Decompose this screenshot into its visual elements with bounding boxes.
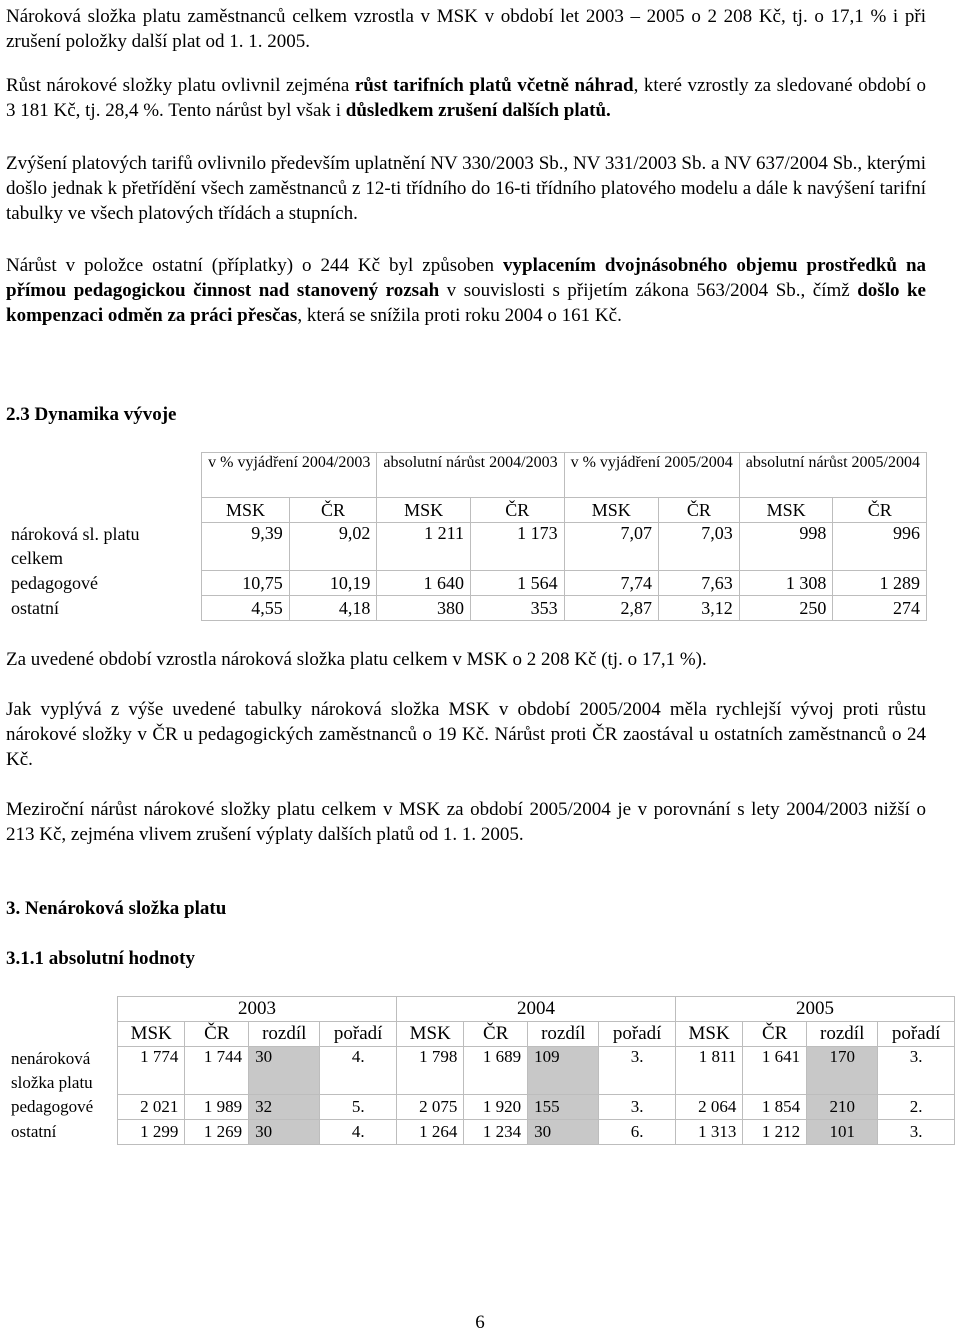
table-cell: 9,02 (289, 523, 377, 571)
table-cell: 1 308 (739, 571, 833, 596)
year-header: 2005 (675, 997, 954, 1022)
table-cell: 1 811 (675, 1047, 742, 1095)
table-group-header: v % vyjádření 2004/2003 (202, 453, 377, 498)
table-cell: 1 989 (185, 1095, 249, 1120)
table-subheader-empty (5, 498, 202, 523)
paragraph-6: Jak vyplývá z výše uvedené tabulky nároková složka MSK v období 2005/2004 měla rychlejší vývoj proti růstu nárokové složky v ČR u pedagogických zaměstnanců o 19 Kč. Nárůst proti ČR zaostával u ostatních zaměstnanců o 24 Kč. (6, 699, 926, 770)
table-cell-rank: 3. (599, 1047, 676, 1095)
table-group-header: v % vyjádření 2005/2004 (564, 453, 739, 498)
heading-absolutni: 3.1.1 absolutní hodnoty (6, 948, 196, 969)
table-cell-diff: 109 (528, 1047, 599, 1095)
row-label: celkem (11, 548, 63, 568)
bold-run: růst tarifních platů včetně náhrad (354, 75, 634, 96)
table-cell: 1 854 (743, 1095, 807, 1120)
table-cell: 1 774 (118, 1047, 185, 1095)
paragraph-1: Nároková složka platu zaměstnanců celkem vzrostla v MSK v období let 2003 – 2005 o 2 208 Kč, tj. o 17,1 % i při zrušení položky další plat od 1. 1. 2005. (6, 6, 926, 52)
table-cell-rank: 4. (320, 1047, 397, 1095)
table-cell-diff: 30 (249, 1047, 320, 1095)
table-cell-rank: 5. (320, 1095, 397, 1120)
table-group-header: absolutní nárůst 2004/2003 (377, 453, 564, 498)
table-cell-rank: 4. (320, 1120, 397, 1145)
row-label: nároková sl. platu (11, 524, 140, 544)
table-subheader: rozdíl (528, 1022, 599, 1047)
table-header-empty (5, 453, 202, 498)
table-subheader: MSK (675, 1022, 742, 1047)
table-cell: 996 (833, 523, 927, 571)
absolute-values-table (5, 996, 955, 1145)
table-cell: 1 212 (743, 1120, 807, 1145)
page-number: 6 (475, 1312, 485, 1333)
table-cell: 7,07 (564, 523, 658, 571)
table-cell: 4,18 (289, 596, 377, 621)
paragraph-2 (6, 73, 926, 123)
text-run: , která se snížila proti roku 2004 o 161 Kč. (297, 305, 622, 326)
bold-run: došlo ke kompenzaci odměn za práci přesčas (6, 280, 926, 326)
table-cell: 10,19 (289, 571, 377, 596)
table-cell: 2 021 (118, 1095, 185, 1120)
table-cell: 250 (739, 596, 833, 621)
table-cell-diff: 30 (249, 1120, 320, 1145)
table-row (5, 571, 927, 596)
table-cell: 7,63 (659, 571, 740, 596)
table-subheader: ČR (659, 498, 740, 523)
table-cell: 1 234 (464, 1120, 528, 1145)
table-cell-diff: 210 (807, 1095, 878, 1120)
table-cell: 1 313 (675, 1120, 742, 1145)
table-cell-rank: 2. (878, 1095, 955, 1120)
row-label: ostatní (11, 1122, 57, 1141)
paragraph-4 (6, 253, 926, 328)
table-group-header: absolutní nárůst 2005/2004 (739, 453, 926, 498)
row-label: složka platu (11, 1072, 93, 1092)
table-cell: 7,03 (659, 523, 740, 571)
text-run: Růst nárokové složky platu ovlivnil zejména (6, 75, 355, 96)
table-subheader: rozdíl (807, 1022, 878, 1047)
table-subheader: ČR (743, 1022, 807, 1047)
table-cell: 1 564 (470, 571, 564, 596)
table-subheader: rozdíl (249, 1022, 320, 1047)
table-subheader: MSK (377, 498, 471, 523)
table-cell: 2 064 (675, 1095, 742, 1120)
row-label: pedagogové (11, 572, 98, 593)
table-row (5, 596, 927, 621)
row-label: ostatní (11, 597, 59, 618)
table-cell-diff: 101 (807, 1120, 878, 1145)
table-header-empty (5, 997, 118, 1022)
table-cell: 1 798 (396, 1047, 463, 1095)
table-cell-diff: 155 (528, 1095, 599, 1120)
heading-dynamika: 2.3 Dynamika vývoje (6, 404, 177, 425)
table-cell: 353 (470, 596, 564, 621)
table-cell: 1 264 (396, 1120, 463, 1145)
table-subheader: pořadí (878, 1022, 955, 1047)
dynamics-table (5, 452, 927, 621)
table-subheader: ČR (464, 1022, 528, 1047)
table-header-row (5, 453, 927, 498)
table-cell: 1 920 (464, 1095, 528, 1120)
table-cell-diff: 32 (249, 1095, 320, 1120)
table-cell: 380 (377, 596, 471, 621)
table-cell: 274 (833, 596, 927, 621)
table-cell: 2 075 (396, 1095, 463, 1120)
table-cell-diff: 170 (807, 1047, 878, 1095)
bold-run: důsledkem zrušení dalších platů. (345, 100, 611, 121)
table-subheader: ČR (470, 498, 564, 523)
text-run: , které vzrostly za sledované období o 3 181 Kč, tj. 28,4 %. Tento nárůst byl však i (6, 75, 926, 121)
table-subheader: pořadí (320, 1022, 397, 1047)
table-cell: 1 640 (377, 571, 471, 596)
table-cell: 1 641 (743, 1047, 807, 1095)
table-subheader: ČR (185, 1022, 249, 1047)
table-subheader-row (5, 498, 927, 523)
table-row (5, 1047, 955, 1071)
table-cell: 2,87 (564, 596, 658, 621)
table-subheader: MSK (202, 498, 290, 523)
table-cell-rank: 3. (599, 1095, 676, 1120)
year-header: 2004 (396, 997, 675, 1022)
table-cell-rank: 6. (599, 1120, 676, 1145)
table-subheader: ČR (833, 498, 927, 523)
table-subheader-row (5, 1022, 955, 1047)
table-cell: 3,12 (659, 596, 740, 621)
table-cell-rank: 3. (878, 1047, 955, 1095)
text-run: Nárůst v položce ostatní (příplatky) o 244 Kč byl způsoben (6, 255, 504, 276)
table-cell: 1 299 (118, 1120, 185, 1145)
paragraph-3: Zvýšení platových tarifů ovlivnilo především uplatnění NV 330/2003 Sb., NV 331/2003 Sb. a NV 637/2004 Sb., kterými došlo jednak k přetřídění všech zaměstnanců z 12-ti třídního do 16-ti třídního platového modelu a dále k navýšení tarifní tabulky ve všech platových třídách a stupních. (6, 153, 926, 224)
table-subheader: MSK (564, 498, 658, 523)
table-cell: 998 (739, 523, 833, 571)
table-cell: 1 744 (185, 1047, 249, 1095)
table-subheader: MSK (396, 1022, 463, 1047)
heading-nenarokova: 3. Nenároková složka platu (6, 898, 227, 919)
row-label: pedagogové (11, 1097, 94, 1116)
table-subheader: pořadí (599, 1022, 676, 1047)
table-cell: 1 211 (377, 523, 471, 571)
year-header: 2003 (118, 997, 397, 1022)
table-cell-diff: 30 (528, 1120, 599, 1145)
table-year-row (5, 997, 955, 1022)
table-cell: 7,74 (564, 571, 658, 596)
bold-run: vyplacením dvojnásobného objemu prostředků na přímou pedagogickou činnost nad stanovený rozsah (6, 255, 927, 301)
table-cell: 4,55 (202, 596, 290, 621)
table-cell: 1 689 (464, 1047, 528, 1095)
table-cell: 10,75 (202, 571, 290, 596)
table-subheader-empty (5, 1022, 118, 1047)
table-cell: 1 173 (470, 523, 564, 571)
table-cell: 9,39 (202, 523, 290, 571)
table-row (5, 523, 927, 547)
row-label: nenároková (11, 1048, 91, 1068)
table-cell: 1 289 (833, 571, 927, 596)
table-row (5, 1120, 955, 1145)
table-row (5, 1095, 955, 1120)
table-subheader: MSK (118, 1022, 185, 1047)
paragraph-7: Meziroční nárůst nárokové složky platu celkem v MSK za období 2005/2004 je v porovnání s lety 2004/2003 nižší o 213 Kč, zejména vlivem zrušení výplaty dalších platů od 1. 1. 2005. (6, 799, 926, 845)
table-subheader: MSK (739, 498, 833, 523)
table-subheader: ČR (289, 498, 377, 523)
text-run: v souvislosti s přijetím zákona 563/2004 Sb., čímž (439, 280, 858, 301)
paragraph-5: Za uvedené období vzrostla nároková složka platu celkem v MSK o 2 208 Kč (tj. o 17,1 %). (6, 649, 707, 670)
table-cell-rank: 3. (878, 1120, 955, 1145)
table-cell: 1 269 (185, 1120, 249, 1145)
